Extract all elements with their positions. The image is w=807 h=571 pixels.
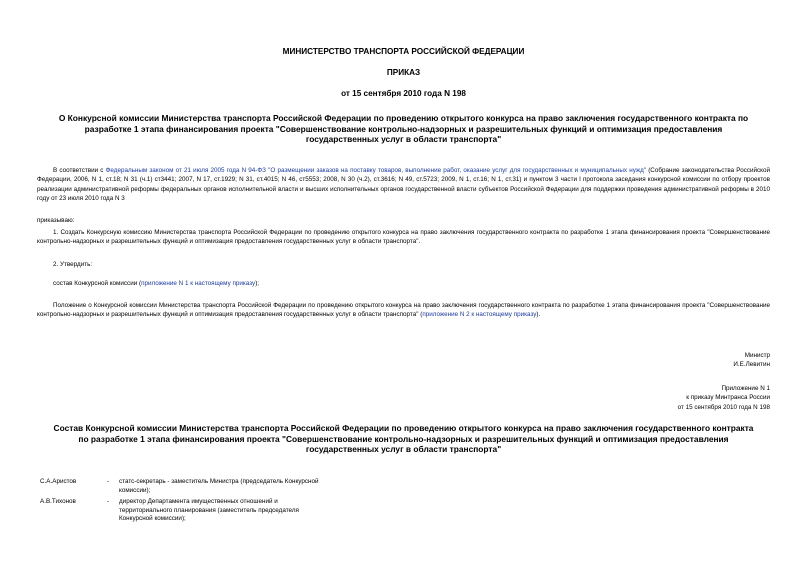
composition-text-end: );: [255, 280, 260, 287]
preamble-text-start: В соответствии с: [53, 167, 106, 174]
member-name: А.В.Тихонов: [40, 498, 76, 505]
preamble-text-end: (Собрание законодательства Российской Федерации, 2006, N 1, ст.18; N 31 (ч.1) ст3441; 2007, N 17, ст.1929; N 31, ст.4015; N 46, ст5553; 2008, N 30 (ч.2), ст.3616; N 49, ст.5723; 2009, N 1, ст.16; N 1, ст.31) и пунктом 3 части I протокола заседания конкурсной комиссии по отбору проектов реализации административной реформы федеральных органов исполнительной власти и высших исполнительных органов государственной власти субъектов Российской Федерации для поддержки проведения административной реформы в 2010 году от 23 июля 2010 года N 3: [37, 167, 771, 203]
item-1-paragraph: 1. Создать Конкурсную комиссию Министерства транспорта Российской Федерации по проведению открытого конкурса на право заключения государственного контракта по разработке 1 этапа финансирования проекта "Совершенствование контрольно-надзорных и разрешительных функций и оптимизация предоставления государственных услуг в области транспорта".: [37, 229, 770, 246]
regulation-text-start: Положение о Конкурсной комиссии Министерства транспорта Российской Федерации по проведению открытого конкурса на право заключения государственного контракта по разработке 1 этапа финансирования проекта "Совершенствование контрольно-надзорных и разрешительных функций и оптимизация предоставления государственных услуг в области транспорта" (: [37, 302, 770, 319]
signature-block: [570, 351, 770, 370]
signature-name: И.Е.Левитин: [733, 361, 770, 369]
doc-type-heading: ПРИКАЗ: [386, 68, 421, 77]
composition-title: Состав Конкурсной комиссии Министерства транспорта Российской Федерации по проведению открытого конкурса на право заключения государственного контракта по разработке 1 этапа финансирования проекта "Совершенствование контрольно-надзорных и разрешительных функций и оптимизация предоставления государственных услуг в области транспорта": [53, 423, 754, 454]
appendix-line-2: к приказу Минтранса России: [686, 394, 770, 402]
composition-paragraph: [37, 279, 770, 288]
signature-position: Министр: [744, 352, 770, 359]
member-name: С.А.Аристов: [40, 478, 77, 485]
appendix-2-link[interactable]: приложение N 2 к настоящему приказу: [422, 311, 537, 319]
order-title: О Конкурсной комиссии Министерства транспорта Российской Федерации по проведению открытого конкурса на право заключения государственного контракта по разработке 1 этапа финансирования проекта "Совершенствование контрольно-надзорных и разрешительных функций и оптимизация предоставления государственных услуг в области транспорта": [58, 113, 749, 144]
appendix-line-3: от 15 сентября 2010 года N 198: [677, 403, 770, 411]
composition-text-start: состав Конкурсной комиссии (: [53, 280, 142, 287]
regulation-paragraph: [37, 301, 770, 320]
member-dash: -: [107, 478, 110, 485]
date-number-heading: от 15 сентября 2010 года N 198: [341, 89, 466, 98]
member-role: директор Департамента имущественных отношений и территориального планирования (заместитель председателя Конкурсной комиссии);: [119, 498, 299, 523]
ministry-heading: МИНИСТЕРСТВО ТРАНСПОРТА РОССИЙСКОЙ ФЕДЕРАЦИИ: [282, 47, 525, 56]
appendix-caption: [570, 384, 770, 412]
regulation-text-end: ).: [536, 311, 541, 319]
member-role: статс-секретарь - заместитель Министра (председатель Конкурсной комиссии);: [119, 478, 319, 494]
federal-law-link[interactable]: Федеральным законом от 21 июля 2005 года N 94-ФЗ "О размещении заказов на поставку товаров, выполнение работ, оказание услуг для государственных и муниципальных нужд": [105, 167, 647, 174]
order-word: приказываю:: [37, 217, 75, 224]
member-dash: -: [107, 498, 110, 505]
appendix-1-link[interactable]: приложение N 1 к настоящему приказу: [141, 280, 256, 287]
item-2-paragraph: 2. Утвердить:: [53, 261, 93, 268]
appendix-line-1: Приложение N 1: [721, 385, 770, 392]
preamble-paragraph: [37, 166, 770, 204]
